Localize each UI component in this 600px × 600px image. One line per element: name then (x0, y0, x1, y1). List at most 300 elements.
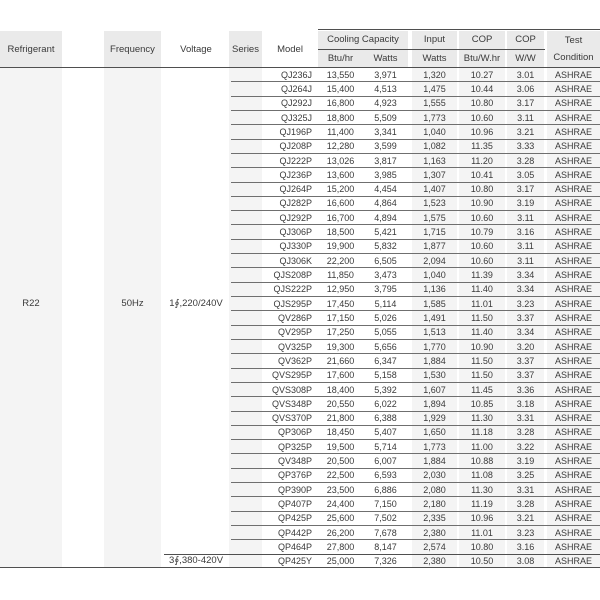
model-cell: QJ222P (279, 155, 312, 166)
cop-ww-cell: 3.08 (516, 556, 535, 567)
series-cell (231, 82, 266, 95)
input-watts-cell: 1,929 (423, 413, 446, 424)
model-cell: QP442P (277, 527, 312, 538)
test-condition-cell: ASHRAE (554, 384, 592, 395)
column-header-cop-ww: COP (515, 34, 536, 45)
test-condition-cell: ASHRAE (554, 441, 592, 452)
cooling-capacity-btu-cell: 25,600 (326, 513, 355, 524)
test-condition-cell: ASHRAE (554, 212, 592, 223)
input-watts-cell: 1,523 (423, 198, 446, 209)
cop-btu-whr-cell: 11.50 (471, 355, 493, 366)
model-cell: QJ306K (279, 255, 312, 266)
table-row (231, 497, 600, 511)
cooling-capacity-watts-cell: 3,599 (374, 141, 397, 152)
cop-btu-whr-cell: 10.60 (470, 112, 494, 123)
table-row (231, 68, 600, 82)
cooling-capacity-btu-cell: 25,000 (326, 556, 355, 567)
series-cell (231, 140, 266, 153)
model-cell: QJ264J (280, 83, 312, 94)
cooling-capacity-watts-cell: 5,392 (374, 384, 397, 395)
table-row (231, 268, 600, 282)
test-condition-cell: ASHRAE (554, 227, 592, 238)
test-condition-cell: ASHRAE (554, 456, 592, 467)
cop-btu-whr-cell: 11.45 (471, 384, 493, 395)
cop-btu-whr-cell: 11.50 (471, 370, 493, 381)
table-row (231, 183, 600, 197)
input-watts-cell: 1,773 (423, 112, 446, 123)
cop-ww-cell: 3.36 (516, 384, 535, 395)
cooling-capacity-btu-cell: 16,700 (326, 212, 355, 223)
cooling-capacity-btu-cell: 21,800 (326, 413, 355, 424)
column-header-test-condition (547, 31, 600, 67)
model-cell: QV286P (277, 312, 312, 323)
cooling-capacity-watts-cell: 3,985 (374, 169, 397, 180)
series-cell (231, 268, 266, 281)
input-watts-cell: 1,894 (423, 398, 446, 409)
cop-ww-cell: 3.21 (516, 126, 535, 137)
test-condition-cell: ASHRAE (554, 155, 592, 166)
model-cell: QP390P (277, 484, 312, 495)
model-cell: QVS295P (271, 370, 312, 381)
table-row (231, 340, 600, 354)
input-watts-cell: 1,407 (423, 184, 446, 195)
cooling-capacity-watts-cell: 5,407 (374, 427, 397, 438)
table-row (231, 397, 600, 411)
input-watts-cell: 1,884 (423, 355, 446, 366)
cop-ww-cell: 3.33 (516, 141, 535, 152)
input-watts-cell: 1,884 (423, 456, 446, 467)
series-cell (231, 397, 266, 410)
series-cell (231, 369, 266, 382)
cop-ww-cell: 3.11 (517, 212, 534, 223)
cop-ww-cell: 3.37 (516, 370, 535, 381)
cooling-capacity-watts-cell: 5,656 (374, 341, 397, 352)
test-condition-cell: ASHRAE (554, 370, 592, 381)
cop-btu-whr-cell: 10.60 (470, 241, 494, 252)
series-cell (231, 240, 266, 253)
input-watts-cell: 1,320 (423, 69, 446, 80)
test-condition-cell: ASHRAE (554, 112, 592, 123)
input-watts-cell: 1,650 (423, 427, 446, 438)
table-row (231, 440, 600, 454)
test-condition-cell: ASHRAE (554, 98, 592, 109)
table-row (231, 311, 600, 325)
cooling-capacity-btu-cell: 17,450 (326, 298, 355, 309)
model-cell: QP306P (277, 427, 312, 438)
table-row (231, 412, 600, 426)
cop-ww-cell: 3.31 (516, 413, 535, 424)
cooling-capacity-watts-cell: 4,894 (374, 212, 397, 223)
cop-ww-cell: 3.37 (516, 312, 535, 323)
table-row (231, 469, 600, 483)
test-condition-cell: ASHRAE (554, 141, 592, 152)
cop-ww-cell: 3.28 (516, 155, 535, 166)
table-row (231, 97, 600, 111)
cop-ww-cell: 3.37 (516, 355, 535, 366)
cop-ww-cell: 3.21 (516, 513, 535, 524)
cooling-capacity-btu-cell: 15,200 (326, 184, 355, 195)
cop-btu-whr-cell: 11.01 (471, 298, 493, 309)
model-cell: QJ292J (280, 98, 312, 109)
cop-btu-whr-cell: 10.90 (470, 341, 494, 352)
cooling-capacity-watts-cell: 3,341 (374, 126, 397, 137)
table-row (164, 554, 600, 568)
model-cell: QVS308P (271, 384, 312, 395)
test-condition-cell: ASHRAE (554, 126, 592, 137)
series-cell (231, 211, 266, 224)
series-cell (231, 68, 266, 81)
input-watts-cell: 1,307 (423, 169, 446, 180)
cop-btu-whr-cell: 10.90 (470, 198, 494, 209)
series-cell (231, 311, 266, 324)
cooling-capacity-btu-cell: 16,600 (326, 198, 355, 209)
test-condition-cell: ASHRAE (554, 427, 592, 438)
test-condition-cell: ASHRAE (554, 327, 592, 338)
table-row (231, 283, 600, 297)
cooling-capacity-btu-cell: 24,400 (326, 499, 355, 510)
cooling-capacity-watts-cell: 5,714 (374, 441, 397, 452)
table-row (231, 483, 600, 497)
refrigerant-value: R22 (22, 297, 40, 309)
cop-ww-cell: 3.23 (516, 298, 535, 309)
model-cell: QP425Y (277, 556, 312, 567)
cooling-capacity-watts-cell: 5,114 (374, 298, 397, 309)
cooling-capacity-watts-cell: 5,055 (374, 327, 397, 338)
test-condition-cell: ASHRAE (554, 556, 592, 567)
table-row (231, 82, 600, 96)
test-condition-cell: ASHRAE (554, 298, 592, 309)
cooling-capacity-watts-cell: 3,971 (374, 69, 397, 80)
cooling-capacity-btu-cell: 22,500 (326, 470, 355, 481)
test-header-line2: Condition (553, 52, 594, 63)
series-cell (231, 125, 266, 138)
cop-btu-whr-cell: 11.01 (471, 527, 493, 538)
table-row (231, 540, 600, 553)
cooling-capacity-btu-cell: 17,250 (326, 327, 355, 338)
cooling-capacity-btu-cell: 15,400 (326, 83, 355, 94)
table-row (231, 383, 600, 397)
cop-btu-whr-cell: 11.30 (471, 484, 493, 495)
test-condition-cell: ASHRAE (554, 499, 592, 510)
input-watts-cell: 1,530 (423, 370, 446, 381)
table-row (231, 454, 600, 468)
cop-ww-cell: 3.17 (516, 98, 535, 109)
voltage-value-single-phase: 1∮,220/240V (169, 297, 223, 309)
input-watts-cell: 1,163 (423, 155, 446, 166)
cop-btu-whr-cell: 10.88 (470, 456, 494, 467)
column-header-voltage: Voltage (180, 43, 212, 55)
cooling-capacity-watts-cell: 7,150 (374, 499, 397, 510)
cooling-capacity-btu-cell: 22,200 (326, 255, 355, 266)
cooling-capacity-watts-cell: 8,147 (374, 541, 397, 552)
cooling-capacity-btu-cell: 18,400 (326, 384, 355, 395)
cooling-capacity-watts-cell: 3,473 (374, 270, 397, 281)
series-cell (231, 440, 266, 453)
column-subheader-watts: Watts (373, 52, 398, 64)
test-condition-cell: ASHRAE (554, 184, 592, 195)
model-cell: QJ264P (279, 184, 312, 195)
cooling-capacity-btu-cell: 19,300 (326, 341, 355, 352)
test-condition-cell: ASHRAE (554, 355, 592, 366)
table-row (231, 140, 600, 154)
cop-btu-whr-cell: 10.96 (470, 126, 494, 137)
cop-btu-whr-cell: 11.00 (471, 441, 493, 452)
cop-btu-whr-cell: 10.79 (470, 227, 494, 238)
cop-btu-whr-cell: 10.50 (470, 556, 494, 567)
cop-ww-cell: 3.11 (517, 241, 534, 252)
cooling-capacity-watts-cell: 6,593 (374, 470, 397, 481)
model-cell: QP407P (277, 499, 312, 510)
table-row (231, 225, 600, 239)
cop-ww-cell: 3.20 (516, 341, 535, 352)
cooling-capacity-watts-cell: 4,513 (374, 83, 397, 94)
cop-ww-cell: 3.16 (516, 541, 535, 552)
cop-btu-whr-cell: 10.85 (470, 398, 494, 409)
column-subheader-btu-hr: Btu/hr (327, 52, 354, 64)
test-condition-cell: ASHRAE (554, 470, 592, 481)
series-cell (231, 426, 266, 439)
cooling-capacity-btu-cell: 12,280 (326, 141, 355, 152)
test-header-line1: Test (564, 34, 583, 46)
cop-btu-whr-cell: 10.44 (470, 83, 494, 94)
column-header-model: Model (277, 43, 303, 55)
model-cell: QJ292P (279, 212, 312, 223)
table-row (231, 326, 600, 340)
table-row (231, 154, 600, 168)
model-cell: QJ330P (279, 241, 312, 252)
column-subheader-input-watts: Watts (422, 52, 447, 64)
cooling-capacity-watts-cell: 7,502 (374, 513, 397, 524)
test-condition-cell: ASHRAE (554, 312, 592, 323)
test-condition-cell: ASHRAE (554, 255, 592, 266)
series-cell (231, 354, 266, 367)
series-cell (231, 412, 266, 425)
cop-btu-whr-cell: 11.08 (471, 470, 493, 481)
cooling-capacity-btu-cell: 17,600 (326, 370, 355, 381)
cooling-capacity-btu-cell: 18,800 (326, 112, 355, 123)
cop-btu-whr-cell: 10.80 (470, 541, 494, 552)
series-cell (231, 555, 266, 568)
test-condition-cell: ASHRAE (554, 69, 592, 80)
cooling-capacity-watts-cell: 5,421 (374, 227, 397, 238)
cooling-capacity-btu-cell: 13,550 (326, 69, 355, 80)
input-watts-cell: 1,475 (423, 83, 446, 94)
series-cell (231, 526, 266, 539)
model-cell: QJ282P (279, 198, 312, 209)
series-cell (231, 512, 266, 525)
model-cell: QJ236J (280, 69, 312, 80)
cop-btu-whr-cell: 10.41 (470, 169, 494, 180)
test-condition-cell: ASHRAE (554, 83, 592, 94)
cop-ww-cell: 3.01 (516, 69, 535, 80)
column-header-frequency: Frequency (110, 43, 155, 55)
series-cell (231, 97, 266, 110)
cop-btu-whr-cell: 11.40 (471, 327, 493, 338)
cop-btu-whr-cell: 11.40 (471, 284, 493, 295)
input-watts-cell: 1,513 (423, 327, 446, 338)
cooling-capacity-watts-cell: 7,326 (374, 556, 397, 567)
model-cell: QVS348P (271, 398, 312, 409)
cop-ww-cell: 3.28 (516, 499, 535, 510)
cooling-capacity-btu-cell: 13,600 (326, 169, 355, 180)
model-cell: QVS370P (271, 413, 312, 424)
cop-ww-cell: 3.06 (516, 83, 535, 94)
cop-btu-whr-cell: 10.60 (470, 255, 494, 266)
cop-btu-whr-cell: 10.80 (470, 184, 494, 195)
cooling-capacity-watts-cell: 7,678 (374, 527, 397, 538)
cooling-capacity-watts-cell: 4,864 (374, 198, 397, 209)
table-row (231, 197, 600, 211)
cooling-capacity-btu-cell: 12,950 (326, 284, 355, 295)
test-condition-cell: ASHRAE (554, 413, 592, 424)
cooling-capacity-btu-cell: 18,500 (326, 227, 355, 238)
table-row (231, 111, 600, 125)
cop-btu-whr-cell: 11.50 (471, 312, 493, 323)
cop-ww-cell: 3.16 (516, 227, 535, 238)
series-cell (231, 497, 266, 510)
table-row (231, 426, 600, 440)
cooling-capacity-btu-cell: 11,850 (327, 270, 354, 281)
table-row (231, 526, 600, 540)
column-header-refrigerant: Refrigerant (7, 43, 55, 55)
cooling-capacity-watts-cell: 4,923 (374, 98, 397, 109)
input-watts-cell: 1,575 (423, 212, 446, 223)
cop-btu-whr-cell: 11.35 (471, 141, 493, 152)
input-watts-cell: 1,040 (423, 270, 446, 281)
cooling-capacity-watts-cell: 6,347 (374, 355, 397, 366)
cooling-capacity-btu-cell: 27,800 (326, 541, 355, 552)
input-watts-cell: 2,030 (423, 470, 446, 481)
series-cell (231, 454, 266, 467)
test-condition-cell: ASHRAE (554, 341, 592, 352)
cop-btu-whr-cell: 11.18 (471, 427, 493, 438)
column-header-input: Input (423, 34, 446, 45)
cooling-capacity-btu-cell: 19,500 (326, 441, 355, 452)
input-watts-cell: 2,574 (423, 541, 446, 552)
cop-btu-whr-cell: 10.96 (470, 513, 494, 524)
cop-ww-cell: 3.05 (516, 169, 535, 180)
series-cell (231, 326, 266, 339)
table-row (231, 297, 600, 311)
column-subheader-btu-whr: Btu/W.hr (463, 52, 501, 64)
column-header-cop-btu: COP (471, 34, 493, 45)
test-condition-cell: ASHRAE (554, 484, 592, 495)
test-condition-cell: ASHRAE (554, 169, 592, 180)
model-cell: QJS208P (273, 270, 312, 281)
cop-ww-cell: 3.22 (516, 441, 535, 452)
cop-ww-cell: 3.23 (516, 527, 535, 538)
test-condition-cell: ASHRAE (554, 541, 592, 552)
cooling-capacity-watts-cell: 6,007 (374, 456, 397, 467)
input-watts-cell: 2,380 (423, 527, 446, 538)
cop-btu-whr-cell: 10.60 (470, 212, 494, 223)
input-watts-cell: 1,082 (423, 141, 446, 152)
input-watts-cell: 1,607 (423, 384, 446, 395)
input-watts-cell: 2,094 (423, 255, 446, 266)
cooling-capacity-watts-cell: 6,886 (374, 484, 397, 495)
series-cell (231, 225, 266, 238)
test-condition-cell: ASHRAE (554, 284, 592, 295)
cop-ww-cell: 3.34 (516, 284, 535, 295)
cooling-capacity-btu-cell: 13,026 (326, 155, 355, 166)
cop-ww-cell: 3.18 (516, 398, 535, 409)
cooling-capacity-watts-cell: 3,817 (374, 155, 397, 166)
cop-ww-cell: 3.31 (516, 484, 535, 495)
column-header-cooling-capacity: Cooling Capacity (327, 34, 399, 45)
series-cell (231, 283, 266, 296)
model-cell: QJ306P (279, 227, 312, 238)
cooling-capacity-btu-cell: 20,500 (326, 456, 355, 467)
table-body (0, 68, 600, 568)
cooling-capacity-btu-cell: 11,400 (327, 126, 354, 137)
table-row (231, 369, 600, 383)
table-row (231, 168, 600, 182)
table-row (231, 211, 600, 225)
series-cell (231, 469, 266, 482)
model-cell: QJS295P (273, 298, 312, 309)
cooling-capacity-btu-cell: 23,500 (326, 484, 355, 495)
cop-btu-whr-cell: 10.80 (470, 98, 494, 109)
test-condition-cell: ASHRAE (554, 398, 592, 409)
cop-ww-cell: 3.19 (516, 456, 535, 467)
input-watts-cell: 1,773 (423, 441, 446, 452)
cooling-capacity-btu-cell: 21,660 (326, 355, 355, 366)
input-watts-cell: 1,136 (423, 284, 446, 295)
cop-ww-cell: 3.19 (516, 198, 535, 209)
model-cell: QJ236P (279, 169, 312, 180)
table-row (231, 354, 600, 368)
model-cell: QJ208P (279, 141, 312, 152)
table-row (231, 254, 600, 268)
cop-ww-cell: 3.34 (516, 327, 535, 338)
cooling-capacity-btu-cell: 17,150 (326, 312, 355, 323)
series-cell (231, 183, 266, 196)
cop-ww-cell: 3.25 (516, 470, 535, 481)
input-watts-cell: 1,715 (423, 227, 446, 238)
cooling-capacity-watts-cell: 4,454 (374, 184, 397, 195)
input-watts-cell: 2,180 (423, 499, 446, 510)
cooling-capacity-btu-cell: 19,900 (326, 241, 355, 252)
series-cell (231, 540, 266, 553)
cooling-capacity-btu-cell: 18,450 (326, 427, 355, 438)
model-cell: QP325P (277, 441, 312, 452)
model-cell: QP425P (277, 513, 312, 524)
input-watts-cell: 2,080 (423, 484, 446, 495)
model-cell: QP376P (277, 470, 312, 481)
series-cell (231, 168, 266, 181)
test-condition-cell: ASHRAE (554, 513, 592, 524)
cooling-capacity-btu-cell: 16,800 (326, 98, 355, 109)
model-cell: QP464P (277, 541, 312, 552)
model-cell: QV362P (277, 355, 312, 366)
input-watts-cell: 1,877 (423, 241, 446, 252)
cooling-capacity-watts-cell: 5,509 (374, 112, 397, 123)
cop-ww-cell: 3.28 (516, 427, 535, 438)
cooling-capacity-watts-cell: 5,026 (374, 312, 397, 323)
column-subheader-ww: W/W (515, 52, 536, 64)
input-watts-cell: 1,040 (423, 126, 446, 137)
cooling-capacity-btu-cell: 20,550 (326, 398, 355, 409)
series-cell (231, 297, 266, 310)
cop-btu-whr-cell: 11.20 (471, 155, 493, 166)
input-watts-cell: 1,585 (423, 298, 446, 309)
input-watts-cell: 2,380 (423, 556, 446, 567)
model-cell: QV295P (277, 327, 312, 338)
test-condition-cell: ASHRAE (554, 270, 592, 281)
cooling-capacity-watts-cell: 5,158 (374, 370, 397, 381)
table-row (231, 125, 600, 139)
series-cell (231, 383, 266, 396)
